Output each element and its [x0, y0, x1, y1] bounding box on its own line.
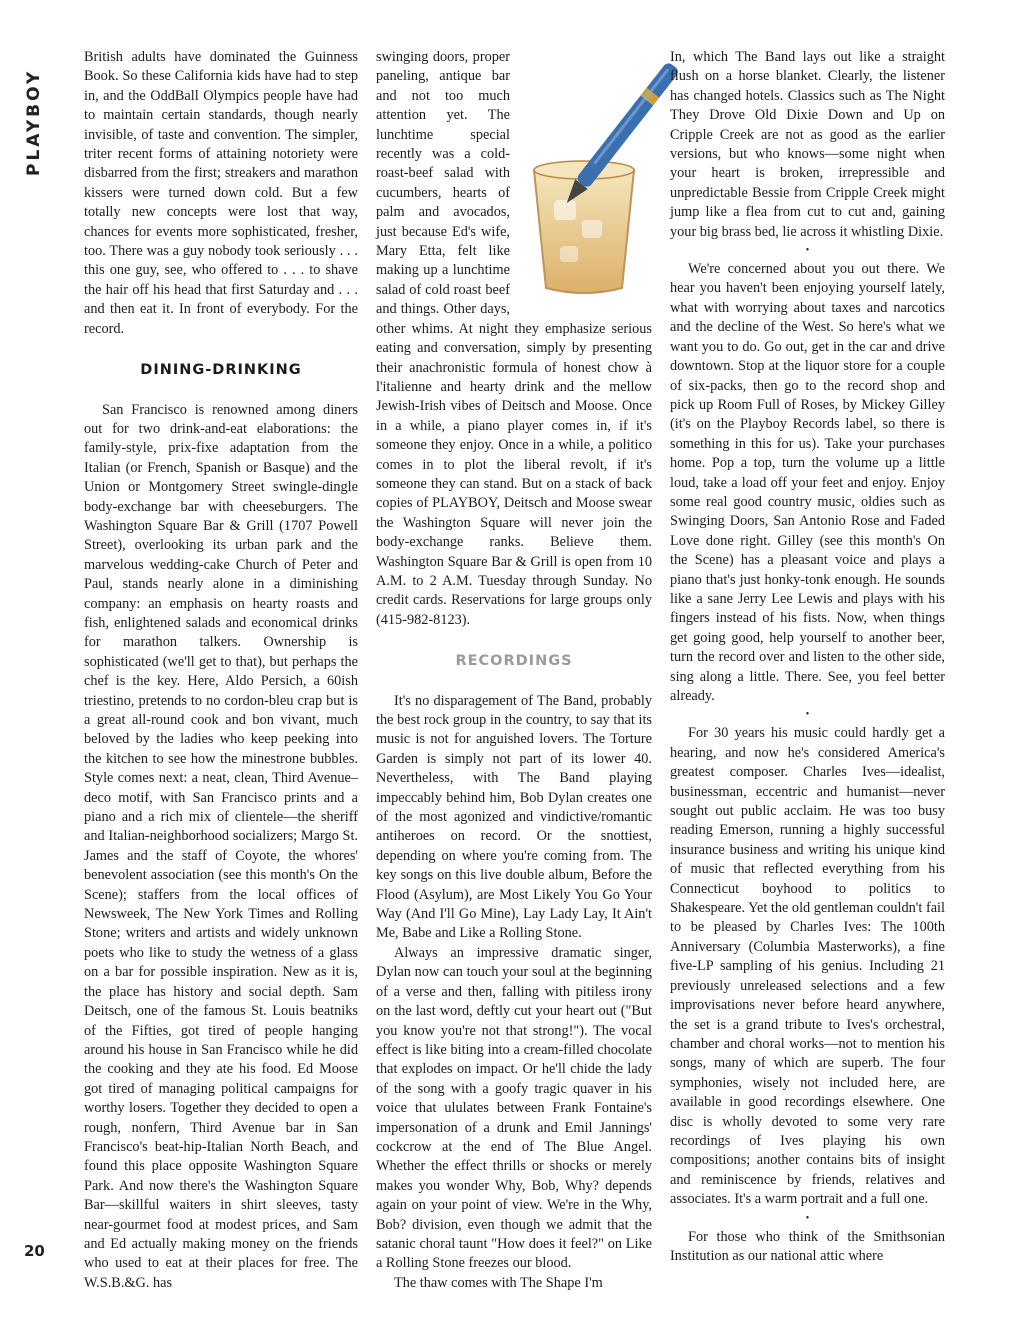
intro-paragraph: British adults have dominated the Guinness Book. So these California kids have had to step in, and the OddBall Olympics people have had to maintain certain standards, though nearly invisible, of taste and convention. The simpler, triter recent forms of attaining notoriety were disbarred from the first; streakers and marathon kissers were turned down cold. But a few totally new concepts were lost that way, chances for events more sophisticated, fresher, too. There was a guy nobody took seriously . . . this one guy, see, who offered to . . . to shave the hair off his head that first Saturday and . . . and then eat it. In front of everybody. For the record.: [84, 49, 358, 337]
ives-paragraph: For 30 years his music could hardly get a hearing, and now he's considered America's greatest composer. Charles Ives—idealist, businessman, eccentric and humanist—never sought out public acclaim. He was too busy reading Emerson, running a highly successful insurance business and writing his unique kind of music that reflected everything from his Connecticut boyhood to politics to Shakespeare. Yet the old gentleman couldn't fail to be pleased by Charles Ives: The 100th Anniversary (Columbia Masterworks), a fine five-LP sampling of his genius. Including 21 previously unreleased selections and a few improvisations never before heard anywhere, the set is a grand tribute to Ives's orchestral, chamber and choral works—not to mention his songs, many of which are superb. The four symphonies, wisely not included here, are available in good recordings elsewhere. One disc is wholly devoted to some very rare recordings of Ives playing his own compositions; another contains bits of insight and reminiscence by friends, relatives and associates. It's a warm portrait and a full one.: [670, 725, 945, 1208]
column-2: [376, 48, 652, 1291]
magazine-name: PLAYBOY: [24, 68, 44, 176]
dining-paragraph: San Francisco is renowned among diners out for two drink-and-eat elaborations: the family-style, prix-fixe adaptation from the Italian (or French, Spanish or Basque) and the Union or Montgomery Street swingle-dingle body-exchange bar with cheeseburgers. The Washington Square Bar & Grill (1707 Powell Street), overlooking its urban park and the marvelous wedding-cake Church of Peter and Paul, stands nearly alone in a diminishing company: an emphasis on hearty roasts and fish, enlightened salads and economical drinks for marathon talkers. Ownership is sophisticated (we'll get to that), but perhaps the chef is the key. Here, Aldo Persich, a 60ish triestino, pretends to no cordon-bleu crap but is a great all-round cook and bon vivant, much beloved by the ladies who keep peeking into the kitchen to see how the minestrone bubbles. Style comes next: a neat, clean, Third Avenue–deco motif, with San Francisco prints and a piano and a rich mix of clientele—the sheriff and Italian-neighborhood socializers; Margo St. James and the staff of Coyote, the whores' benevolent association (see this month's On the Scene); staffers from the local offices of Newsweek, The New York Times and Rolling Stone; writers and artists and widely unknown poets who like to study the wetness of a glass on a bar for possible inspiration. New as it is, the place has history and social depth. Sam Deitsch, one of the famous St. Louis beatniks of the Fifties, got tired of people hanging around his house in San Francisco while he did the cooking and they ate his food. Ed Moose got tired of managing political campaigns for worthy losers. Together they decided to open a rough, nonfern, Third Avenue bar in San Francisco's beat-hip-Italian North Beach, and found this place opposite Washington Square Park. And now there's the Washington Square Bar—skillful waiters in shirt sleeves, tasty near-gourmet food at modest prices, and Sam and Ed actually making money on the friends who used to eat at their places for free. The W.S.B.&G. has: [84, 401, 358, 1291]
gilley-paragraph: We're concerned about you out there. We hear you haven't been enjoying yourself lately, what with worrying about taxes and narcotics and the decline of the West. So here's what we want you to do. Go out, get in the car and drive downtown. Stop at the liquor store for a couple of six-packs, then go to the record shop and pick up Room Full of Roses, by Mickey Gilley (it's on the Playboy Records label, so there is something in this for us). Take your purchases home. Pop a top, turn the volume up a little loud, take a load off your feet and enjoy. Enjoy some real good country music, oldies such as Swinging Doors, San Antonio Rose and Faded Love done right. Gilley (see this month's On the Scene) has a pleasant voice and plays a piano that's just honky-tonk enough. He sounds like a sane Jerry Lee Lewis and plays with his fingers instead of his fists. Now, when things get going good, help yourself to another beer, turn the record over and listen to the other side, sing along a little. There. See, you feel better already.: [670, 261, 945, 704]
recordings-continued-paragraph: In, which The Band lays out like a straight flush on a horse blanket. Clearly, the listener has changed hotels. Classics such as The Night They Drove Old Dixie Down and Up on Cripple Creek are not as good as the earlier versions, but who knows—some night when your heart is broken, irrepressible and unpredictable Bessie from Cripple Creek might jump like a flea from cut to cut and, gaining your big brass bed, lie across it whistling Dixie.: [670, 49, 945, 240]
column-1: [84, 48, 358, 1291]
page-number: 20: [24, 1242, 45, 1260]
smithsonian-paragraph: For those who think of the Smithsonian Institution as our national attic where: [670, 1228, 945, 1264]
section-heading-dining-drinking: DINING-DRINKING: [140, 362, 302, 379]
dining-continued-paragraph: swinging doors, proper paneling, antique bar and not too much attention yet. The lunchtime special recently was a cold-roast-beef salad with cucumbers, hearts of palm and avocados, just because Ed's wife, Mary Etta, felt like making up a lunchtime salad of cold roast beef and things. Other days, other whims. At night they emphasize serious eating and conversation, simply by presenting their anachronistic formula of honest chow à l'italienne and hearty drink and the mellow Jewish-Irish vibes of Deitsch and Moose. Once in a while, a piano player comes in, if it's someone they enjoy. Once in a while, a politico comes in to plot the liberal revolt, if it's someone they can stand. But on a stack of back copies of PLAYBOY, Deitsch and Moose swear the Washington Square will never join the body-exchange ranks. Believe them. Washington Square Bar & Grill is open from 10 A.M. to 2 A.M. Tuesday through Sunday. No credit cards. Reservations for large groups only (415-982-8123).: [376, 49, 652, 628]
separator-dot: •: [805, 709, 810, 721]
section-heading-recordings: RECORDINGS: [455, 653, 573, 670]
column-3: [670, 48, 945, 1268]
separator-dot: •: [805, 1212, 810, 1224]
pen-in-glass-icon: [516, 50, 656, 302]
recordings-paragraph-2: Always an impressive dramatic singer, Dylan now can touch your soul at the beginning of a verse and then, falling with pitiless irony on the last word, deftly cut your heart out ("But you know you're not that strong!"). The vocal effect is like biting into a cream-filled chocolate that explodes on impact. Or he'll chide the lady of the song with a goofy tragic quaver in his voice that ululates between Frank Fontaine's impersonation of a drunk and Emil Jannings' cockcrow at the end of The Blue Angel. Whether the effect thrills or shocks or merely makes you wonder Why, Bob, Why? depends again on your point of view. We're in the Why, Bob? division, even though we admit that the satanic choral taunt "How does it feel?" on Like a Rolling Stone freezes our blood.: [376, 944, 652, 1272]
separator-dot: •: [805, 245, 810, 257]
recordings-paragraph-3: The thaw comes with The Shape I'm: [394, 1274, 603, 1291]
recordings-paragraph-1: It's no disparagement of The Band, probably the best rock group in the country, to say that its music is not for anguished lovers. The Torture Garden is simply not part of its lower 40. Nevertheless, with The Band playing impeccably behind him, Bob Dylan creates one of the most agonized and vindictive/romantic antiheroes on record. Or the snottiest, depending on where you're coming from. The key songs on this live double album, Before the Flood (Asylum), are Most Likely You Go Your Way (And I'll Go Mine), Lay Lady Lay, It Ain't Me, Babe and Like a Rolling Stone.: [376, 692, 652, 942]
